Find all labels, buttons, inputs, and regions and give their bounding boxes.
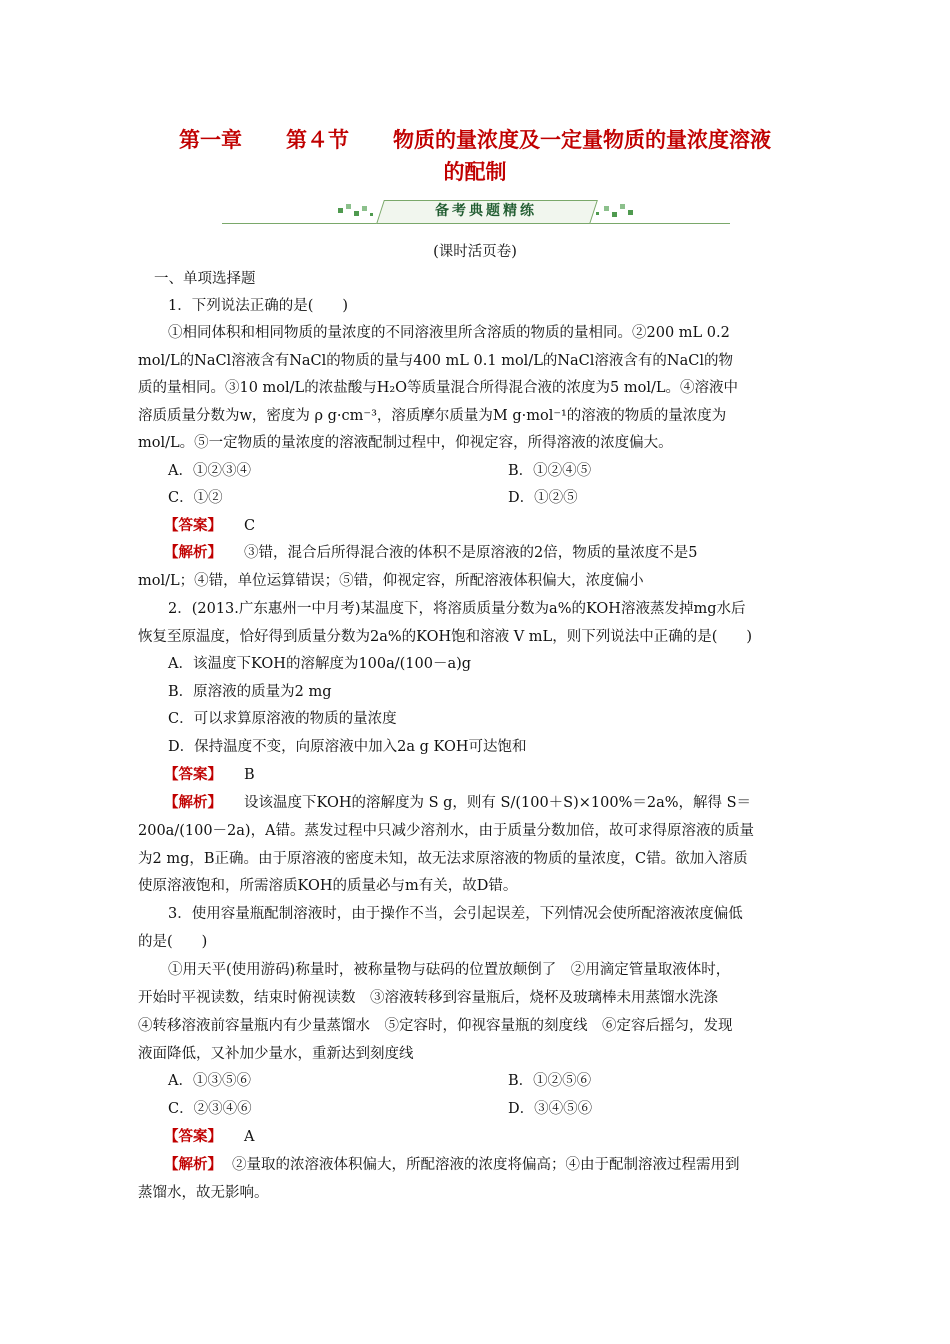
q3-option-c: C．②③④⑥ (168, 1101, 252, 1117)
q2-line: 2．(2013.广东惠州一中月考)某温度下，将溶质质量分数为a%的KOH溶液蒸发掉mg水后 (168, 601, 746, 617)
title-line-2: 的配制 (443, 160, 507, 184)
title-line-1: 物质的量浓度及一定量物质的量浓度溶液 (393, 128, 771, 152)
q2-analysis-line: 为2 mg，B正确。由于原溶液的密度未知，故无法求原溶液的物质的量浓度，C错。欲加入溶质 (138, 851, 748, 867)
answer-tag: 【答案】 (164, 1128, 222, 1145)
analysis-text: 设该温度下KOH的溶解度为 S g，则有 S/(100＋S)×100%＝2a%，解得 S＝ (244, 795, 752, 811)
decor-dots-left-icon (338, 202, 378, 220)
subtitle: (课时活页卷) (433, 244, 517, 260)
q1-line: ①相同体积和相同物质的量浓度的不同溶液里所含溶质的物质的量相同。②200 mL 0.2 (168, 325, 730, 341)
banner-label: 备考典题精练 (435, 203, 537, 219)
q2-option-d: D．保持温度不变，向原溶液中加入2a g KOH可达饱和 (168, 739, 527, 755)
answer-value: C (244, 518, 256, 534)
q1-stem: 1．下列说法正确的是( ) (168, 298, 349, 314)
q2-answer (164, 765, 840, 785)
q1-answer (164, 516, 840, 536)
q2-option-a: A．该温度下KOH的溶解度为100a/(100－a)g (168, 656, 472, 672)
q3-item: 液面降低，又补加少量水，重新达到刻度线 (138, 1046, 414, 1062)
answer-value: B (244, 767, 255, 783)
section-banner (222, 196, 730, 228)
q1-analysis (164, 543, 840, 563)
q1-option-d: D．①②⑤ (508, 490, 578, 506)
q3-line: 3．使用容量瓶配制溶液时，由于操作不当，会引起误差，下列情况会使所配溶液浓度偏低 (168, 906, 743, 922)
answer-value: A (244, 1129, 255, 1145)
section-heading: 一、单项选择题 (154, 271, 256, 287)
q1-line: mol/L。⑤一定物质的量浓度的溶液配制过程中，仰视定容，所得溶液的浓度偏大。 (138, 435, 673, 451)
q3-analysis (164, 1155, 840, 1175)
q3-option-d: D．③④⑤⑥ (508, 1101, 593, 1117)
answer-tag: 【答案】 (164, 517, 222, 534)
q3-item: ④转移溶液前容量瓶内有少量蒸馏水 ⑤定容时，仰视容量瓶的刻度线 ⑥定容后摇匀，发现 (138, 1018, 733, 1034)
q2-option-b: B．原溶液的质量为2 mg (168, 684, 332, 700)
q3-option-b: B．①②⑤⑥ (508, 1073, 592, 1089)
q2-analysis (164, 793, 840, 813)
analysis-tag: 【解析】 (164, 794, 222, 811)
q1-option-c: C．①② (168, 490, 223, 506)
q3-answer (164, 1127, 840, 1147)
q2-option-c: C．可以求算原溶液的物质的量浓度 (168, 711, 397, 727)
q1-option-b: B．①②④⑤ (508, 463, 592, 479)
page-title (0, 124, 950, 154)
q1-option-a: A．①②③④ (168, 463, 251, 479)
q3-item: 开始时平视读数，结束时俯视读数 ③溶液转移到容量瓶后，烧杯及玻璃棒未用蒸馏水洗涤 (138, 990, 718, 1006)
decor-dots-right-icon (596, 202, 640, 220)
q3-option-a: A．①③⑤⑥ (168, 1073, 251, 1089)
answer-tag: 【答案】 (164, 766, 222, 783)
q3-item: ①用天平(使用游码)称量时，被称量物与砝码的位置放颠倒了 ②用滴定管量取液体时， (168, 962, 731, 978)
analysis-text: ③错，混合后所得混合液的体积不是原溶液的2倍，物质的量浓度不是5 (244, 545, 698, 561)
analysis-tag: 【解析】 (164, 544, 222, 561)
q3-analysis-line: 蒸馏水，故无影响。 (138, 1185, 269, 1201)
q1-analysis-line: mol/L；④错，单位运算错误；⑤错，仰视定容，所配溶液体积偏大，浓度偏小 (138, 573, 644, 589)
q2-analysis-line: 使原溶液饱和，所需溶质KOH的质量必与m有关，故D错。 (138, 878, 518, 894)
q1-line: 质的量相同。③10 mol/L的浓盐酸与H₂O等质量混合所得混合液的浓度为5 mol/L。④溶液中 (138, 380, 738, 396)
chapter-label: 第一章 (179, 128, 242, 152)
analysis-text: ②量取的浓溶液体积偏大，所配溶液的浓度将偏高；④由于配制溶液过程需用到 (232, 1157, 740, 1173)
analysis-tag: 【解析】 (164, 1156, 222, 1173)
q1-line: mol/L的NaCl溶液含有NaCl的物质的量与400 mL 0.1 mol/L的NaCl溶液含有的NaCl的物 (138, 353, 733, 369)
q2-line: 恢复至原温度，恰好得到质量分数为2a%的KOH饱和溶液 V mL，则下列说法中正确的是( ) (138, 629, 753, 645)
q1-line: 溶质质量分数为w，密度为 ρ g·cm⁻³，溶质摩尔质量为M g·mol⁻¹的溶液的物质的量浓度为 (138, 408, 727, 424)
section-label: 第４节 (286, 128, 349, 152)
q3-line: 的是( ) (138, 934, 208, 950)
q2-analysis-line: 200a/(100－2a)，A错。蒸发过程中只减少溶剂水，由于质量分数加倍，故可求得原溶液的质量 (138, 823, 755, 839)
